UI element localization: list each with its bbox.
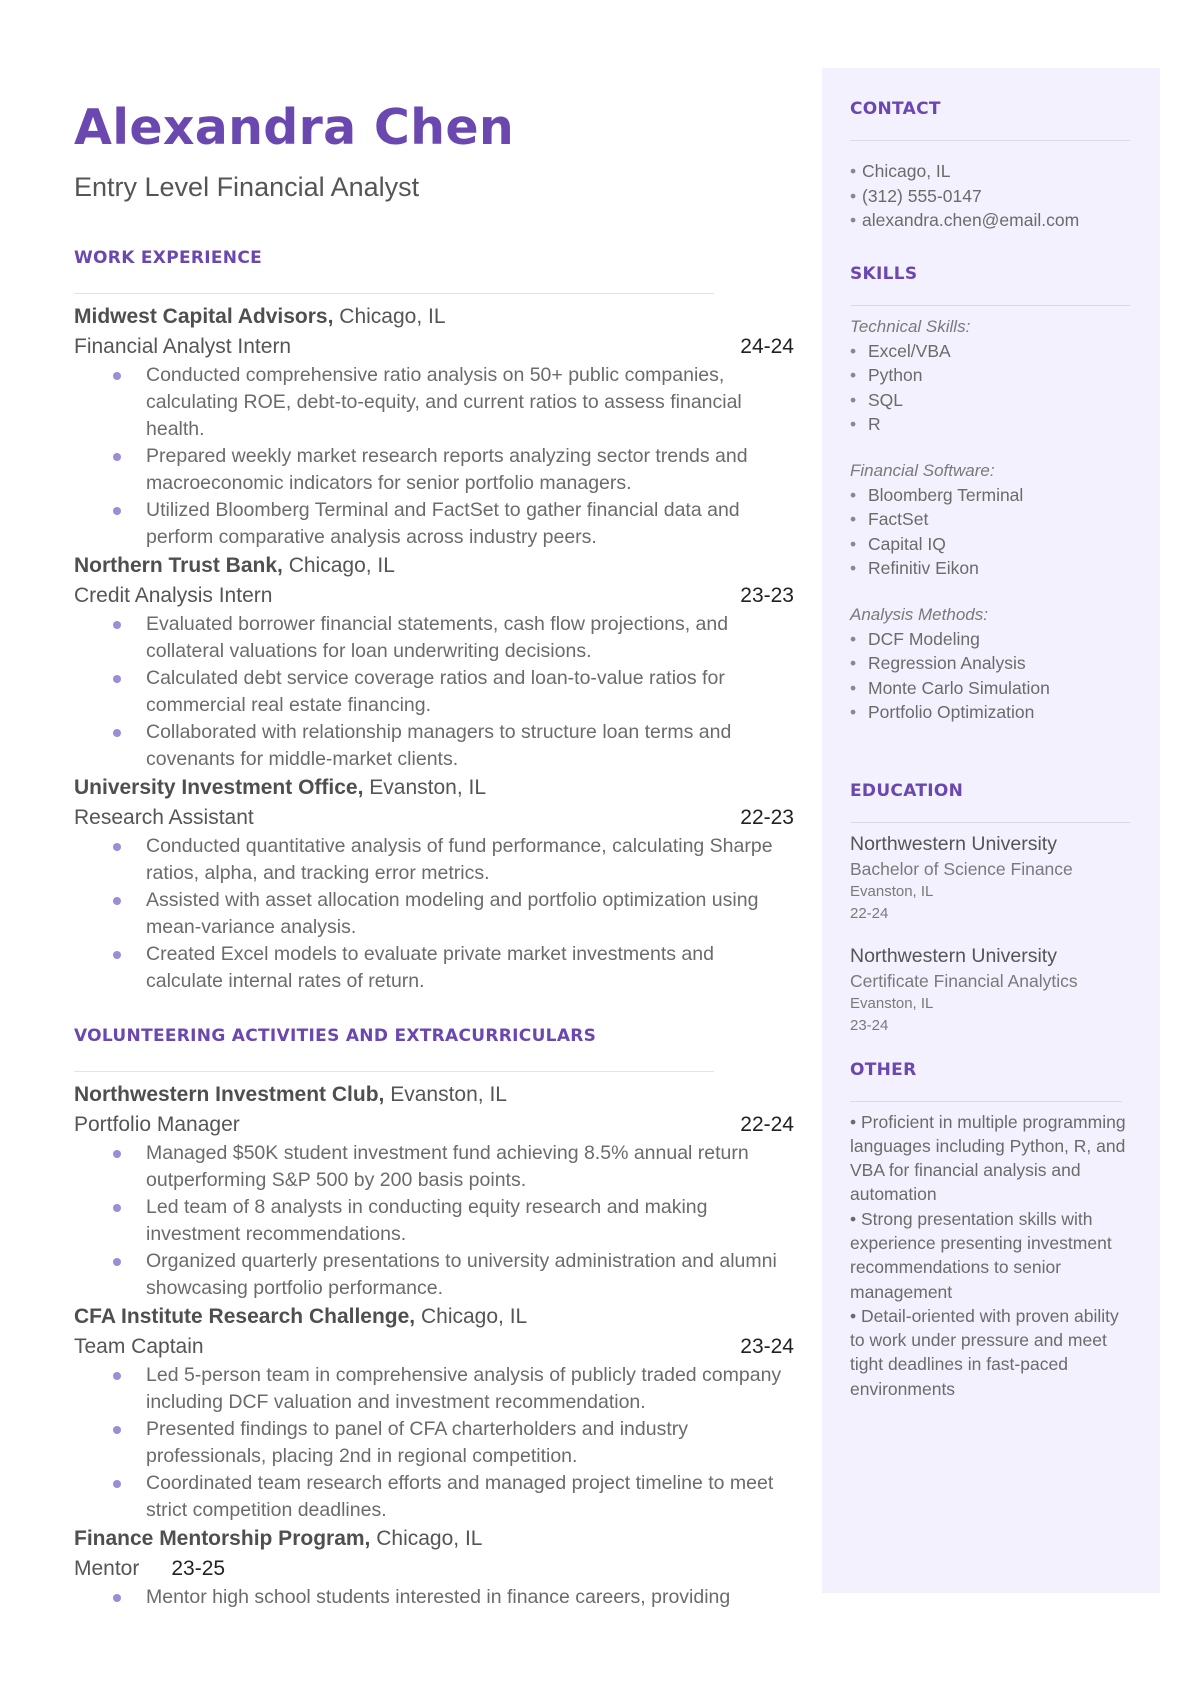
bullet-item: Led team of 8 analysts in conducting equity research and making investment recommendations.: [74, 1194, 794, 1248]
bullet-icon: •: [850, 628, 857, 649]
contact-phone: • (312) 555-0147: [850, 184, 1134, 209]
work-entry: [74, 773, 794, 995]
main-column: [74, 96, 794, 1611]
school-name: Northwestern University: [850, 944, 1057, 967]
contact-list: [850, 159, 1134, 233]
section-divider: [850, 140, 1130, 141]
section-divider: [74, 1071, 714, 1072]
contact-location: • Chicago, IL: [850, 159, 1134, 184]
role-row: [74, 803, 794, 833]
skill-category-label: Financial Software:: [850, 460, 995, 480]
skill-list: [850, 483, 1134, 581]
role-title: Research Assistant: [74, 806, 254, 829]
organization-location: Chicago, IL: [282, 554, 395, 577]
skills-section-title: SKILLS: [850, 263, 918, 284]
organization-location: Evanston, IL: [384, 1083, 507, 1106]
bullet-item: Led 5-person team in comprehensive analysis of publicly traded company including DCF valuation and investment recommendation.: [74, 1362, 794, 1416]
skill-category-label: Analysis Methods:: [850, 604, 988, 624]
school-name: Northwestern University: [850, 832, 1057, 855]
skill-item: • Python: [850, 363, 1134, 388]
bullet-item: Conducted comprehensive ratio analysis on 50+ public companies, calculating ROE, debt-to-equity, and current ratios to assess financial health.: [74, 362, 794, 443]
role-dates: 23-23: [740, 584, 794, 607]
degree: Certificate Financial Analytics: [850, 970, 1078, 991]
bullet-item: Prepared weekly market research reports analyzing sector trends and macroeconomic indicators for senior portfolio managers.: [74, 443, 794, 497]
bullet-item: Managed $50K student investment fund achieving 8.5% annual return outperforming S&P 500 by 200 basis points.: [74, 1140, 794, 1194]
skill-item: • SQL: [850, 388, 1134, 413]
skill-list: [850, 339, 1134, 437]
other-item: • Proficient in multiple programming languages including Python, R, and VBA for financial analysis and automation: [850, 1111, 1126, 1205]
organization-name: Finance Mentorship Program,: [74, 1527, 371, 1550]
entry-heading: [74, 1080, 794, 1110]
bullet-icon: •: [850, 340, 857, 361]
bullet-icon: •: [850, 185, 857, 206]
skill-item: • Capital IQ: [850, 532, 1134, 557]
bullet-icon: •: [850, 210, 857, 230]
education-dates: 23-24: [850, 1016, 889, 1034]
role-dates: 24-24: [740, 335, 794, 358]
role-title: Portfolio Manager: [74, 1113, 240, 1136]
work-section-title: WORK EXPERIENCE: [74, 248, 263, 268]
bullet-icon: •: [850, 365, 857, 385]
bullet-item: Utilized Bloomberg Terminal and FactSet to gather financial data and perform comparative analysis across industry peers.: [74, 497, 794, 551]
entry-heading: [74, 1524, 794, 1554]
skill-item: • Bloomberg Terminal: [850, 483, 1134, 508]
school-location: Evanston, IL: [850, 994, 934, 1012]
bullet-icon: •: [850, 389, 857, 410]
organization-name: Northern Trust Bank,: [74, 554, 283, 577]
bullet-item: Collaborated with relationship managers to structure loan terms and covenants for middle-market clients.: [74, 719, 794, 773]
bullet-item: Created Excel models to evaluate private market investments and calculate internal rates of return.: [74, 941, 794, 995]
volunteer-section-title: VOLUNTEERING ACTIVITIES AND EXTRACURRICULARS: [74, 1026, 597, 1046]
other-item: • Detail-oriented with proven ability to work under pressure and meet tight deadlines in fast-paced environments: [850, 1305, 1119, 1399]
sidebar: [822, 68, 1160, 1593]
organization-location: Evanston, IL: [363, 776, 487, 799]
bullet-icon: •: [850, 653, 857, 673]
organization-name: University Investment Office,: [74, 776, 364, 799]
skill-item: • FactSet: [850, 507, 1134, 532]
role-dates: 22-24: [740, 1113, 794, 1136]
bullet-icon: •: [850, 509, 857, 529]
skill-item: • Regression Analysis: [850, 651, 1134, 676]
role-row: [74, 1332, 794, 1362]
section-divider: [74, 293, 714, 294]
bullet-icon: •: [850, 533, 857, 554]
organization-location: Chicago, IL: [333, 305, 446, 328]
work-entry: [74, 302, 794, 551]
organization-name: CFA Institute Research Challenge,: [74, 1305, 416, 1328]
role-dates: 23-24: [740, 1335, 794, 1358]
organization-name: Midwest Capital Advisors,: [74, 305, 334, 328]
bullet-item: Conducted quantitative analysis of fund performance, calculating Sharpe ratios, alpha, and tracking error metrics.: [74, 833, 794, 887]
work-entry: [74, 551, 794, 773]
skill-item: • R: [850, 412, 1134, 437]
bullet-icon: •: [850, 1111, 861, 1132]
bullet-list: [74, 362, 794, 551]
role-title: Credit Analysis Intern: [74, 584, 273, 607]
bullet-list: [74, 1140, 794, 1302]
contact-section-title: CONTACT: [850, 99, 941, 119]
bullet-list: [74, 1362, 794, 1524]
bullet-icon: •: [850, 1208, 861, 1229]
other-list: [850, 1110, 1135, 1402]
bullet-icon: •: [850, 484, 857, 505]
entry-heading: [74, 302, 794, 332]
education-section-title: EDUCATION: [850, 780, 964, 801]
bullet-icon: •: [850, 1305, 861, 1326]
skill-item: • Portfolio Optimization: [850, 700, 1134, 725]
skill-list: [850, 627, 1134, 725]
role-title: Team Captain: [74, 1335, 204, 1358]
skill-item: • Monte Carlo Simulation: [850, 676, 1134, 701]
entry-heading: [74, 773, 794, 803]
role-title: Financial Analyst Intern: [74, 335, 292, 358]
skill-item: • DCF Modeling: [850, 627, 1134, 652]
section-divider: [850, 1101, 1122, 1102]
section-divider: [850, 305, 1130, 306]
role-dates: 22-23: [740, 806, 794, 829]
organization-name: Northwestern Investment Club,: [74, 1083, 385, 1106]
skill-item: • Excel/VBA: [850, 339, 1134, 364]
organization-location: Chicago, IL: [415, 1305, 528, 1328]
bullet-icon: •: [850, 161, 857, 181]
entry-heading: [74, 551, 794, 581]
bullet-list: [74, 1584, 794, 1611]
candidate-name: Alexandra Chen: [74, 99, 515, 156]
bullet-icon: •: [850, 702, 857, 722]
role-row: [74, 581, 794, 611]
bullet-icon: •: [850, 558, 857, 578]
bullet-item: Organized quarterly presentations to university administration and alumni showcasing portfolio performance.: [74, 1248, 794, 1302]
bullet-icon: •: [850, 677, 857, 698]
education-entry: [850, 831, 1134, 925]
candidate-title: Entry Level Financial Analyst: [74, 172, 420, 202]
role-title: Mentor: [74, 1557, 140, 1580]
education-dates: 22-24: [850, 904, 889, 922]
degree: Bachelor of Science Finance: [850, 858, 1073, 879]
role-row: [74, 1554, 794, 1584]
skill-category-label: Technical Skills:: [850, 316, 971, 336]
contact-email: • alexandra.chen@email.com: [850, 208, 1134, 233]
other-section-title: OTHER: [850, 1059, 917, 1080]
bullet-item: Evaluated borrower financial statements, cash flow projections, and collateral valuations for loan underwriting decisions.: [74, 611, 794, 665]
school-location: Evanston, IL: [850, 882, 934, 900]
education-entry: [850, 943, 1134, 1037]
bullet-item: Coordinated team research efforts and managed project timeline to meet strict competition deadlines.: [74, 1470, 794, 1524]
organization-location: Chicago, IL: [370, 1527, 483, 1550]
bullet-list: [74, 611, 794, 773]
bullet-list: [74, 833, 794, 995]
role-dates: 23-25: [171, 1557, 226, 1580]
sidebar-content: [850, 98, 1134, 1401]
other-item: • Strong presentation skills with experience presenting investment recommendations to senior management: [850, 1208, 1112, 1302]
bullet-item: Presented findings to panel of CFA charterholders and industry professionals, placing 2nd in regional competition.: [74, 1416, 794, 1470]
role-row: [74, 1110, 794, 1140]
section-divider: [850, 822, 1130, 823]
bullet-icon: •: [850, 414, 857, 434]
skill-item: • Refinitiv Eikon: [850, 556, 1134, 581]
volunteer-entry: [74, 1080, 794, 1302]
role-row: [74, 332, 794, 362]
volunteer-entry: [74, 1524, 794, 1611]
bullet-item: Calculated debt service coverage ratios and loan-to-value ratios for commercial real estate financing.: [74, 665, 794, 719]
entry-heading: [74, 1302, 794, 1332]
bullet-item: Assisted with asset allocation modeling and portfolio optimization using mean-variance analysis.: [74, 887, 794, 941]
volunteer-entry: [74, 1302, 794, 1524]
bullet-item: Mentor high school students interested in finance careers, providing: [74, 1584, 794, 1611]
